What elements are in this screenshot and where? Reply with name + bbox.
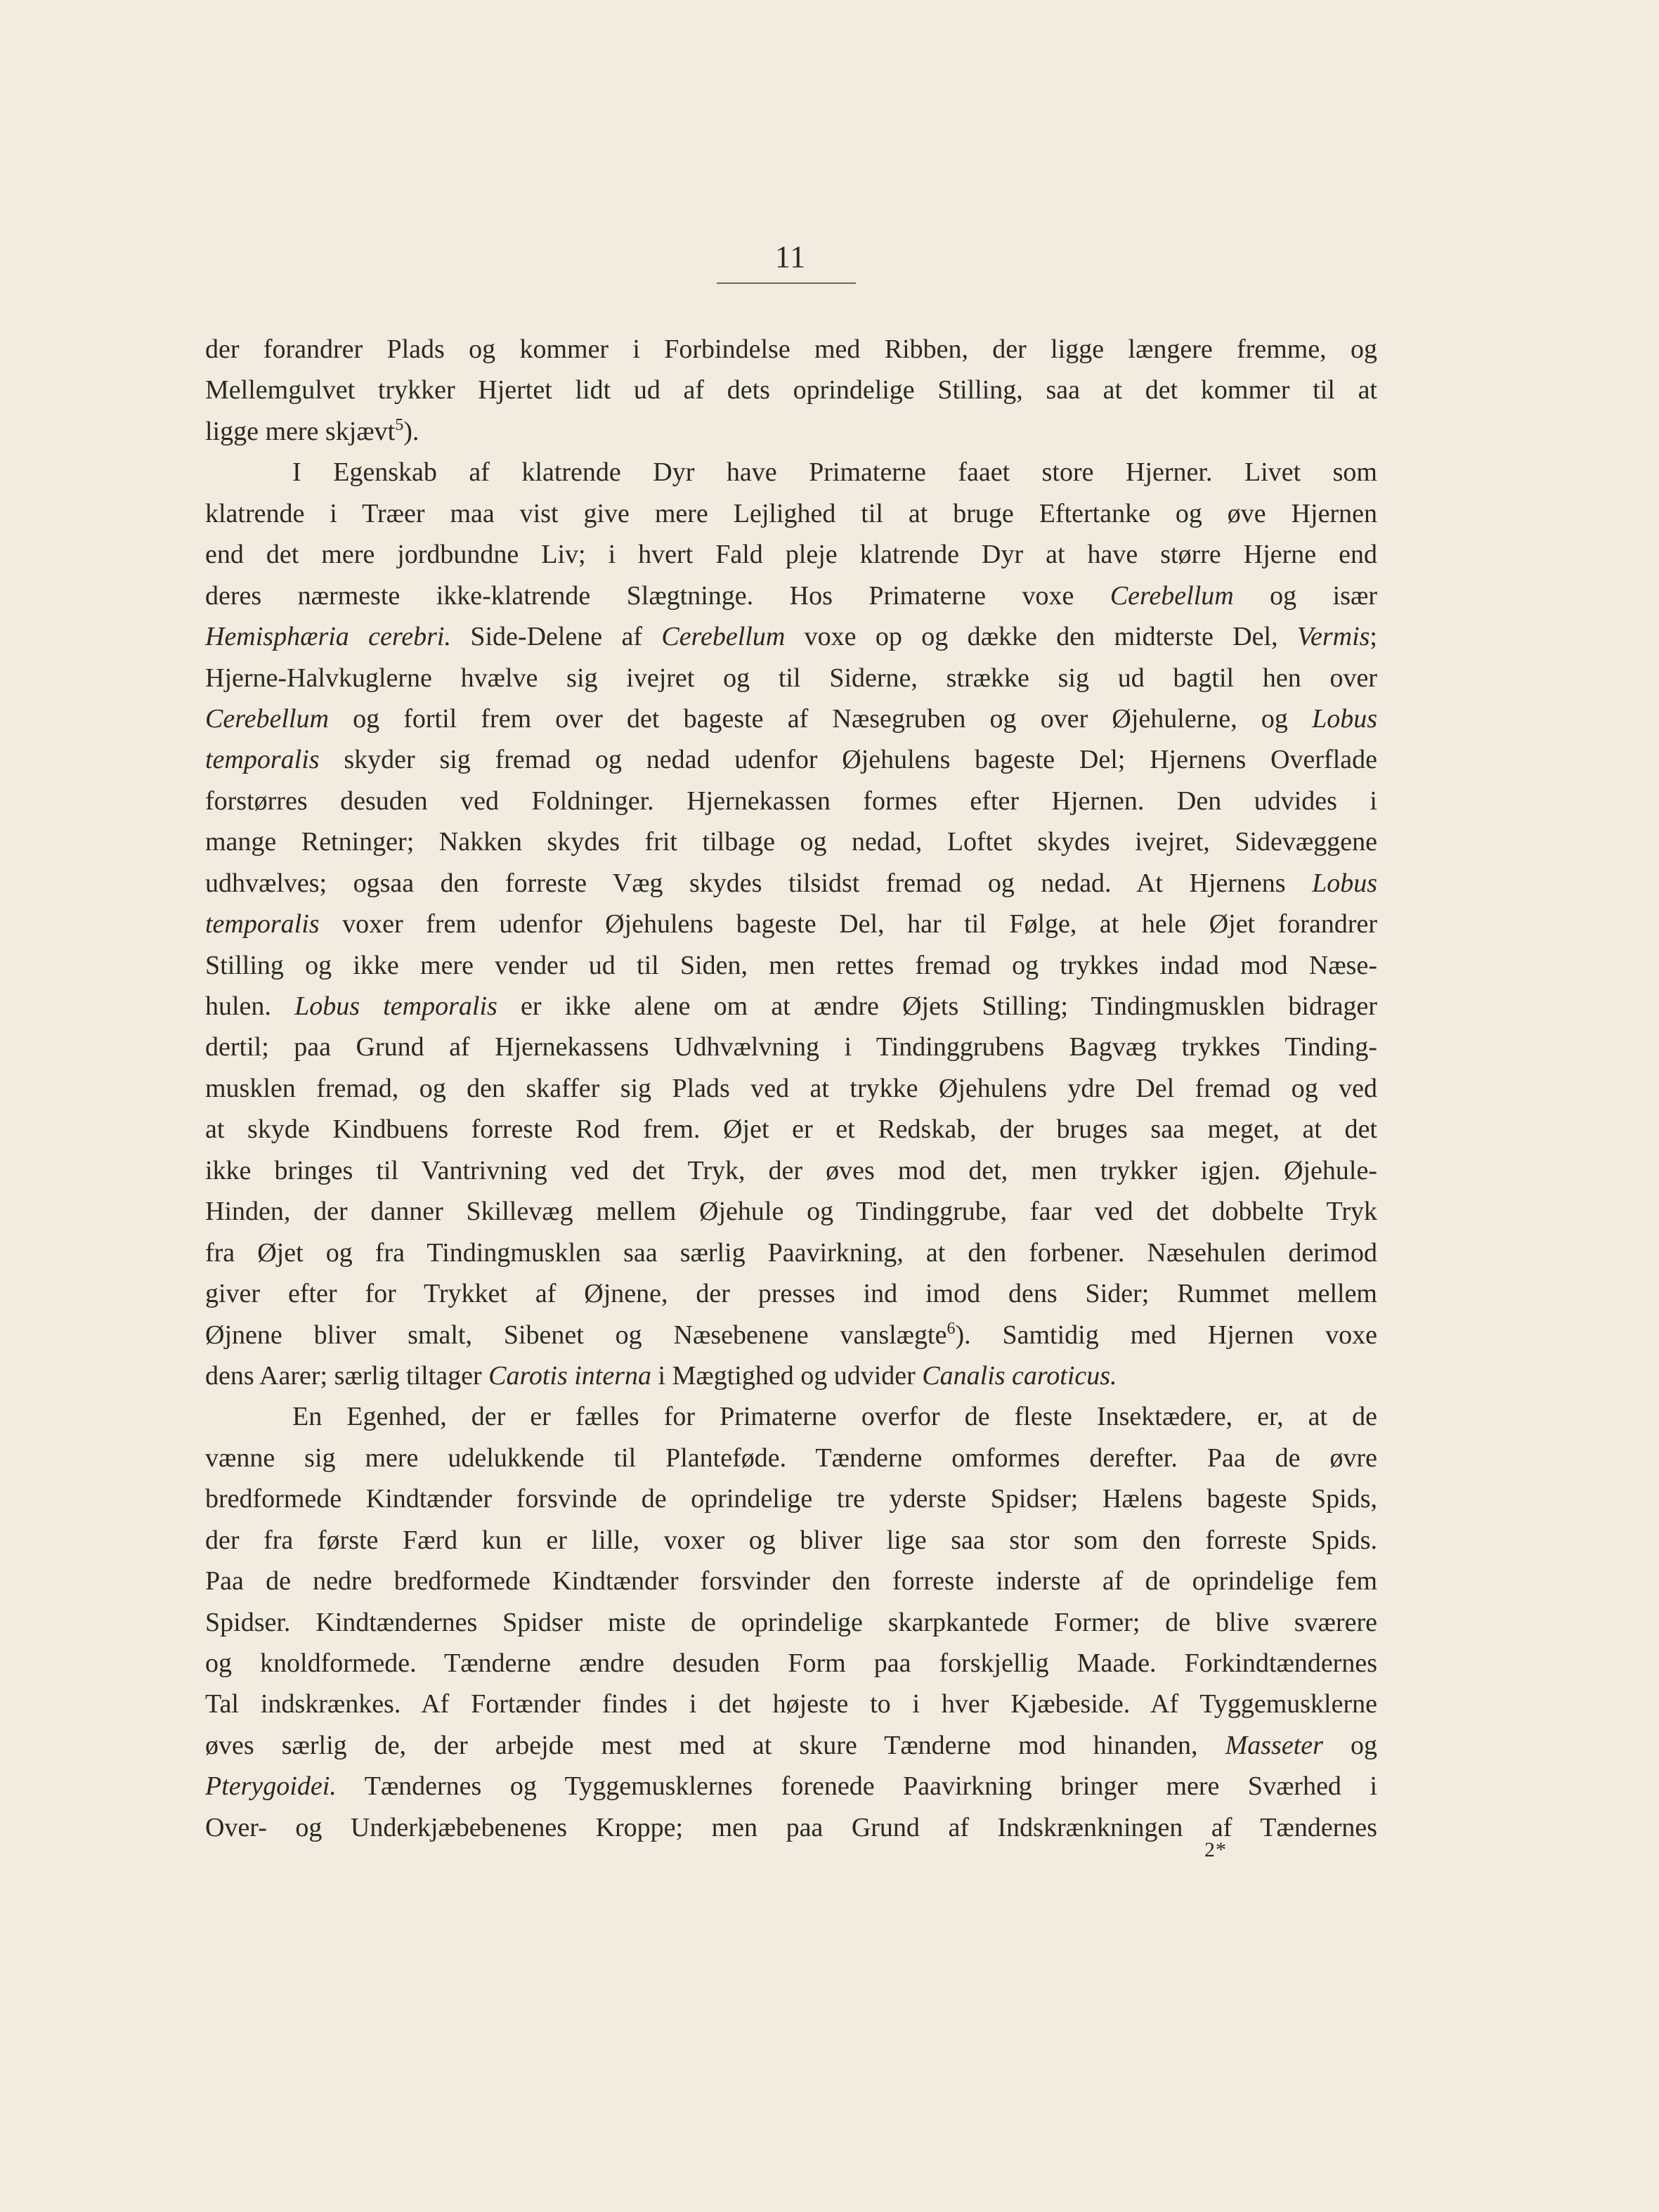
text-run: I Egenskab af klatrende Dyr have Primaterne faaet store Hjerner. Livet som xyxy=(292,457,1377,488)
text-line xyxy=(205,821,1377,862)
text-run: at skyde Kindbuens forreste Rod frem. Øjet er et Redskab, der bruges saa meget, at det xyxy=(205,1114,1377,1145)
text-line xyxy=(205,1315,1377,1355)
text-run: mange Retninger; Nakken skydes frit tilbage og nedad, Loftet skydes ivejret, Sidevæggene xyxy=(205,827,1377,857)
footnote-ref: 5 xyxy=(395,415,404,434)
text-run: En Egenhed, der er fælles for Primaterne overfor de fleste Insektædere, er, at de xyxy=(292,1402,1377,1432)
text-line xyxy=(205,1191,1377,1232)
text-run: Tal indskrænkes. Af Fortænder findes i det højeste to i hver Kjæbeside. Af Tyggemusklerne xyxy=(205,1689,1377,1719)
text-line xyxy=(205,1725,1377,1766)
text-run: øves særlig de, der arbejde mest med at skure Tænderne mod hinanden, xyxy=(205,1730,1225,1760)
text-line xyxy=(205,904,1377,944)
text-line xyxy=(205,863,1377,904)
text-line xyxy=(205,616,1377,657)
text-run: dertil; paa Grund af Hjernekassens Udhvælvning i Tindinggrubens Bagvæg trykkes Tinding- xyxy=(205,1032,1377,1062)
text-run: dens Aarer; særlig tiltager xyxy=(205,1360,489,1391)
text-line xyxy=(205,1438,1377,1478)
printer-signature-mark: 2* xyxy=(1204,1838,1227,1861)
latin-term: Cerebellum xyxy=(205,703,329,734)
text-line xyxy=(205,1396,1377,1437)
latin-term: Cerebellum xyxy=(661,622,786,652)
text-run: skyder sig fremad og nedad udenfor Øjehulens bageste Del; Hjernens Overflade xyxy=(319,745,1377,775)
text-run: Mellemgulvet trykker Hjertet lidt ud af dets oprindelige Stilling, saa at det kommer til at xyxy=(205,375,1377,405)
latin-term: Lobus xyxy=(1312,868,1377,898)
text-line xyxy=(205,1478,1377,1519)
text-line xyxy=(205,698,1377,739)
text-run: der forandrer Plads og kommer i Forbindelse med Ribben, der ligge længere fremme, og xyxy=(205,334,1377,364)
text-run: Øjnene bliver smalt, Sibenet og Næsebenene vanslægte xyxy=(205,1320,947,1350)
text-run: ikke bringes til Vantrivning ved det Tryk, der øves mod det, men trykker igjen. Øjehule- xyxy=(205,1155,1377,1185)
text-line xyxy=(205,1643,1377,1684)
text-run: er ikke alene om at ændre Øjets Stilling; Tindingmusklen bidrager xyxy=(497,991,1377,1021)
text-run: ligge mere skjævt xyxy=(205,416,396,446)
text-line xyxy=(205,411,1377,452)
text-run: Hjerne-Halvkuglerne hvælve sig ivejret og til Siderne, strække sig ud bagtil hen over xyxy=(205,663,1377,693)
text-run: voxer frem udenfor Øjehulens bageste Del, har til Følge, at hele Øjet forandrer xyxy=(319,909,1377,939)
text-run: end det mere jordbundne Liv; i hvert Fald pleje klatrende Dyr at have større Hjerne end xyxy=(205,540,1377,570)
latin-term: Cerebellum xyxy=(1110,580,1234,611)
footnote-ref: 6 xyxy=(946,1319,956,1338)
text-line xyxy=(205,493,1377,534)
text-line xyxy=(205,1520,1377,1561)
text-run: deres nærmeste ikke-klatrende Slægtninge. Hos Primaterne voxe xyxy=(205,580,1110,611)
text-line xyxy=(205,329,1377,370)
text-run: og xyxy=(1322,1730,1377,1760)
text-run: hulen. xyxy=(205,991,295,1021)
text-line xyxy=(205,1602,1377,1643)
page-number: 11 xyxy=(774,240,807,274)
text-run: klatrende i Træer maa vist give mere Lejlighed til at bruge Eftertanke og øve Hjernen xyxy=(205,498,1377,528)
latin-term: Lobus xyxy=(1312,703,1377,734)
text-line xyxy=(205,1109,1377,1150)
latin-term: temporalis xyxy=(205,745,320,775)
text-run: musklen fremad, og den skaffer sig Plads ved at trykke Øjehulens ydre Del fremad og ved xyxy=(205,1073,1377,1103)
text-run: og knoldformede. Tænderne ændre desuden Form paa forskjellig Maade. Forkindtændernes xyxy=(205,1648,1377,1678)
text-run: vænne sig mere udelukkende til Planteføde. Tænderne omformes derefter. Paa de øvre xyxy=(205,1443,1377,1473)
latin-term: Vermis xyxy=(1296,622,1370,652)
text-line xyxy=(205,739,1377,780)
text-line xyxy=(205,534,1377,575)
text-run: Hinden, der danner Skillevæg mellem Øjehule og Tindinggrube, faar ved det dobbelte Tryk xyxy=(205,1197,1377,1227)
text-line xyxy=(205,781,1377,821)
text-run: der fra første Færd kun er lille, voxer og bliver lige saa stor som den forreste Spids. xyxy=(205,1525,1377,1555)
text-line xyxy=(205,986,1377,1027)
text-run: ; xyxy=(1370,622,1377,652)
text-line xyxy=(205,1807,1377,1848)
text-run: giver efter for Trykket af Øjnene, der presses ind imod dens Sider; Rummet mellem xyxy=(205,1279,1377,1309)
page-number-rule xyxy=(717,282,856,284)
text-run: forstørres desuden ved Foldninger. Hjernekassen formes efter Hjernen. Den udvides i xyxy=(205,786,1377,816)
text-run: i Mægtighed og udvider xyxy=(651,1360,923,1391)
text-line xyxy=(205,1027,1377,1067)
text-run: fra Øjet og fra Tindingmusklen saa særlig Paavirkning, at den forbener. Næsehulen derimod xyxy=(205,1237,1377,1268)
text-run: og fortil frem over det bageste af Næsegruben og over Øjehulerne, og xyxy=(328,703,1313,734)
latin-term: temporalis xyxy=(205,909,320,939)
text-run: Over- og Underkjæbebenenes Kroppe; men paa Grund af Indskrænkningen af Tændernes xyxy=(205,1812,1377,1842)
text-line xyxy=(205,370,1377,410)
latin-term: Canalis caroticus. xyxy=(922,1360,1117,1391)
text-line xyxy=(205,1766,1377,1807)
text-run: bredformede Kindtænder forsvinde de oprindelige tre yderste Spidser; Hælens bageste Spids, xyxy=(205,1484,1377,1514)
latin-term: Hemisphæria cerebri. xyxy=(205,622,451,652)
text-run: Side-Delene af xyxy=(450,622,662,652)
text-run: og især xyxy=(1233,580,1377,611)
body-text xyxy=(205,329,1377,1848)
text-line xyxy=(205,1150,1377,1191)
text-line xyxy=(205,452,1377,493)
latin-term: Carotis interna xyxy=(488,1360,652,1391)
latin-term: Masseter xyxy=(1225,1730,1323,1760)
text-line xyxy=(205,1273,1377,1314)
text-run: ). xyxy=(403,416,419,446)
text-line xyxy=(205,1232,1377,1273)
text-run: Spidser. Kindtændernes Spidser miste de oprindelige skarpkantede Former; de blive sværere xyxy=(205,1607,1377,1637)
text-run: Stilling og ikke mere vender ud til Siden, men rettes fremad og trykkes indad mod Næse- xyxy=(205,950,1377,980)
text-line xyxy=(205,1684,1377,1724)
text-run: ). Samtidig med Hjernen voxe xyxy=(955,1320,1378,1350)
text-line xyxy=(205,1068,1377,1109)
text-line xyxy=(205,1561,1377,1601)
text-run: Tændernes og Tyggemusklernes forenede Paavirkning bringer mere Sværhed i xyxy=(336,1771,1377,1802)
text-line xyxy=(205,658,1377,698)
latin-term: Lobus temporalis xyxy=(294,991,497,1021)
text-run: Paa de nedre bredformede Kindtænder forsvinder den forreste inderste af de oprindelige fem xyxy=(205,1566,1377,1596)
text-run: voxe op og dække den midterste Del, xyxy=(785,622,1297,652)
latin-term: Pterygoidei. xyxy=(205,1771,337,1802)
text-line xyxy=(205,945,1377,986)
text-line xyxy=(205,1355,1377,1396)
text-line xyxy=(205,575,1377,616)
text-run: udhvælves; ogsaa den forreste Væg skydes tilsidst fremad og nedad. At Hjernens xyxy=(205,868,1313,898)
